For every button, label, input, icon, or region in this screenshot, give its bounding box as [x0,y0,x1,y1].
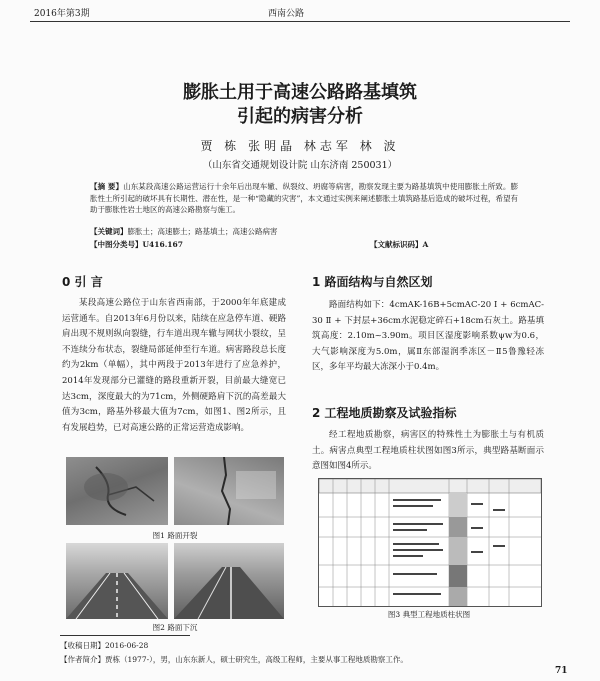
article-title-line2: 引起的病害分析 [237,106,363,127]
doc-code-label: 【文献标识码】 [370,240,423,249]
clc-value: U416.167 [142,240,183,249]
fig2-caption: 图2 路面下沉 [152,623,198,632]
keywords-text: 膨胀土；高速膨土；路基填土；高速公路病害 [127,227,278,236]
fig3-caption: 图3 典型工程地质柱状图 [387,610,471,619]
section-heading-intro: 0 引 言 [62,275,103,289]
abstract-text: 山东某段高速公路运营运行十余年后出现车辙、纵裂纹、坍腐等病害，勘察发现主要为路基填筑中使用膨胀土所致。膨胀性土所引起的破坏具有长期性、潜在性，是一种“隐藏的灾害”，本文通过实例来阐述膨胀土填筑路基后造成的破坏过程，希望有助于膨胀性岩土地区的高速公路勘察与施工。 [90,182,518,214]
section-heading-1: 1 路面结构与自然区划 [312,275,433,289]
doc-code [370,239,428,250]
clc-label: 【中图分类号】 [90,240,143,249]
running-header-journal: 西南公路 [268,9,305,19]
intro-paragraph: 某段高速公路位于山东省西南部，于2000年年底建成运营通车。自2013年6月份以来，陆续在应急停车道、硬路肩出现不规则纵向裂缝，行车道出现车辙与网状小裂纹，呈不连续分布状态，裂缝局部延伸至行车道。病害路段总长度约为2km（单幅），其中两段于2013年进行了应急养护，2014年发现部分已灌缝的路段重新开裂，目前最大缝宽已达3cm，深度最大的为71cm，外侧硬路肩下沉的高差最大值为3cm，路基外移最大值为7cm，如图1、图2所示，且有发展趋势，已对高速公路的正常运营造成影响。 [62,298,286,433]
road-illustration [174,543,284,619]
fig1-caption: 图1 路面开裂 [152,531,198,540]
doc-code-value: A [422,240,429,249]
fig1-photo-left [66,457,168,525]
geologic-column-drawing [319,479,541,606]
authors: 贾 栋 张明晶 林志军 林 波 [200,139,400,153]
keywords-label: 【关键词】 [90,227,128,236]
road-illustration [66,543,168,619]
crack-illustration [66,457,168,525]
page-number: 71 [555,666,568,676]
fig2-photo-right [174,543,284,619]
fig3-geologic-column [318,478,542,607]
fig1-photo-right [174,457,284,525]
footnote-received: 【收稿日期】2016-06-28 [60,641,149,650]
keywords [90,226,518,237]
fig2-photo-left [66,543,168,619]
section2-paragraph: 经工程地质勘察，病害区的特殊性土为膨胀土与有机质土。病害点典型工程地质柱状图如图3所示，典型路基断面示意图如图4所示。 [312,430,544,472]
abstract [90,181,518,216]
header-rule [30,21,570,22]
footnote-author-bio: 【作者简介】贾栋（1977-），男，山东东新人，硕士研究生，高级工程师，主要从事工程地质勘察工作。 [60,655,408,664]
running-header-issue: 2016年第3期 [34,9,90,19]
section1-paragraph: 路面结构如下：4cmAK-16B+5cmAC-20 Ⅰ + 6cmAC-30 Ⅱ + 下封层+36cm水泥稳定碎石+18cm石灰土。路基填筑高度：2.10m~3.90m。项目区湿度影响系数ψw为0.6，大气影响深度为5.0m，属Ⅱ东部湿润季冻区－Ⅱ5鲁豫轻冻区，多年平均最大冻深小于0.4m。 [312,300,544,373]
article-title-line1: 膨胀土用于高速公路路基填筑 [183,82,417,103]
classification-row [90,239,518,250]
footnote-rule [60,635,190,636]
abstract-label: 【摘 要】 [90,182,124,191]
section-heading-2: 2 工程地质勘察及试验指标 [312,406,457,420]
crack-illustration [174,457,284,525]
affiliation: （山东省交通规划设计院 山东济南 250031） [202,160,398,171]
